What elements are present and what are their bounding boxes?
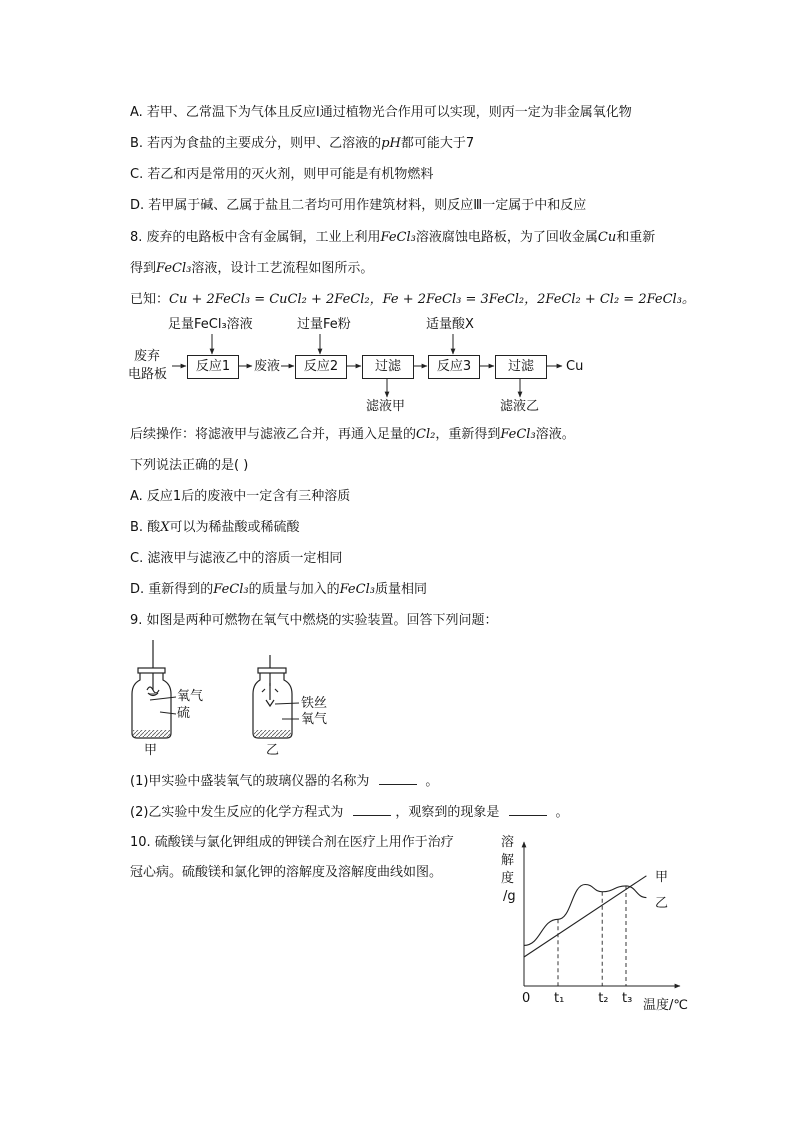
chart-origin-label: 0 xyxy=(522,991,531,1006)
q8-formula: FeCl₃ xyxy=(213,582,249,597)
chart-ylabel-char: /g xyxy=(503,889,516,904)
q9-sub1-tail: 。 xyxy=(425,774,439,789)
flow-output-filtrate-b: 滤液乙 xyxy=(500,399,540,414)
q8-formula: FeCl₃ xyxy=(339,582,375,597)
q8-known-label: 已知： xyxy=(130,292,170,307)
chart-x-tick-label: t₂ xyxy=(598,991,609,1006)
flow-box-reaction1: 反应1 xyxy=(187,355,239,379)
flow-box-reaction3: 反应3 xyxy=(428,355,480,379)
flow-product-cu: Cu xyxy=(566,359,584,374)
chart-series-line-jia xyxy=(524,876,646,957)
q8-formula: Cu xyxy=(597,230,617,245)
q10-stem-line2: 冠心病。硫酸镁和氯化钾的溶解度及溶解度曲线如图。 xyxy=(130,865,443,880)
chart-ylabel-char: 解 xyxy=(501,853,515,868)
q8-text: 质量相同 xyxy=(374,582,427,597)
chart-x-axis-label: 温度/℃ xyxy=(643,998,688,1013)
jar-jia-label-oxygen: 氧气 xyxy=(177,689,204,704)
q10-stem-line1: 10. 硫酸镁与氯化钾组成的钾镁合剂在医疗上用作于治疗 xyxy=(130,835,454,850)
flow-box-reaction2: 反应2 xyxy=(295,355,347,379)
q8-formula: X xyxy=(160,520,170,535)
chart-legend-jia: 甲 xyxy=(655,870,669,885)
q8-formula: FeCl₃ xyxy=(156,261,192,276)
q8-option-c: C. 滤液甲与滤液乙中的溶质一定相同 xyxy=(130,551,343,566)
q7-option-d: D. 若甲属于碱、乙属于盐且二者均可用作建筑材料，则反应Ⅲ一定属于中和反应 xyxy=(130,198,587,213)
flow-start-line1: 废弃 xyxy=(134,349,161,364)
jar-jia-caption: 甲 xyxy=(144,743,158,758)
q8-question: 下列说法正确的是( ) xyxy=(130,458,249,473)
q7-option-c: C. 若乙和丙是常用的灭火剂，则甲可能是有机物燃料 xyxy=(130,167,434,182)
q7-option-a: A. 若甲、乙常温下为气体且反应Ⅰ通过植物光合作用可以实现，则丙一定为非金属氧化物 xyxy=(130,105,632,120)
q8-text: 可以为稀盐酸或稀硫酸 xyxy=(169,520,300,535)
flow-start-line2: 电路板 xyxy=(128,367,168,382)
q8-text: 8. 废弃的电路板中含有金属铜，工业上利用 xyxy=(130,230,381,245)
chart-x-tick-label: t₁ xyxy=(554,991,565,1006)
q8-text: 溶液。 xyxy=(535,427,575,442)
flow-input-acid: 适量酸X xyxy=(426,317,474,332)
chart-ylabel-char: 溶 xyxy=(501,835,515,850)
q8-text: 溶液腐蚀电路板，为了回收金属 xyxy=(415,230,598,245)
q8-formula: FeCl₃ xyxy=(500,427,536,442)
q9-sub2-mid: ，观察到的现象是 xyxy=(395,805,500,820)
q7-option-b-tail: 都可能大于7 xyxy=(400,136,475,151)
q7-option-b-text: B. 若丙为食盐的主要成分，则甲、乙溶液的 xyxy=(130,136,382,151)
chart-x-tick-label: t₃ xyxy=(622,991,633,1006)
q9-sub2-tail: 。 xyxy=(555,805,569,820)
chart-series-line-yi xyxy=(524,885,646,946)
flow-input-fecl3: 足量FeCl₃溶液 xyxy=(168,317,253,332)
jar-yi-caption: 乙 xyxy=(266,743,280,758)
q8-option-a: A. 反应1后的废液中一定含有三种溶质 xyxy=(130,489,351,504)
q8-known-equations: Cu + 2FeCl₃ = CuCl₂ + 2FeCl₂，Fe + 2FeCl₃ = 3FeCl₂，2FeCl₂ + Cl₂ = 2FeCl₃。 xyxy=(169,292,695,307)
q9-sub1-text: (1)甲实验中盛装氧气的玻璃仪器的名称为 xyxy=(130,774,370,789)
q7-option-b-ph: pH xyxy=(381,136,401,151)
flow-output-filtrate-a: 滤液甲 xyxy=(366,399,406,414)
jar-jia-label-sulfur: 硫 xyxy=(177,706,191,721)
flow-input-fe: 过量Fe粉 xyxy=(297,317,351,332)
q8-text: D. 重新得到的 xyxy=(130,582,214,597)
q9-stem: 9. 如图是两种可燃物在氧气中燃烧的实验装置。回答下列问题： xyxy=(130,613,498,628)
jar-yi-label-iron-wire: 铁丝 xyxy=(301,696,328,711)
q8-text: ，重新得到 xyxy=(435,427,501,442)
flow-box-filter1: 过滤 xyxy=(362,355,414,379)
q8-text: 和重新 xyxy=(616,230,656,245)
chart-ylabel-char: 度 xyxy=(501,871,515,886)
q8-text: 溶液，设计工艺流程如图所示。 xyxy=(191,261,374,276)
q8-formula: Cl₂ xyxy=(416,427,436,442)
q8-text: 后续操作：将滤液甲与滤液乙合并，再通入足量的 xyxy=(130,427,417,442)
q9-sub2-text: (2)乙实验中发生反应的化学方程式为 xyxy=(130,805,344,820)
chart-legend-yi: 乙 xyxy=(655,896,669,911)
flow-box-filter2: 过滤 xyxy=(495,355,547,379)
flow-waste-liquid: 废液 xyxy=(254,359,281,374)
q8-text: B. 酸 xyxy=(130,520,161,535)
jar-yi-label-oxygen: 氧气 xyxy=(301,712,328,727)
q8-text: 得到 xyxy=(130,261,157,276)
q8-text: 的质量与加入的 xyxy=(248,582,340,597)
q8-formula: FeCl₃ xyxy=(380,230,416,245)
